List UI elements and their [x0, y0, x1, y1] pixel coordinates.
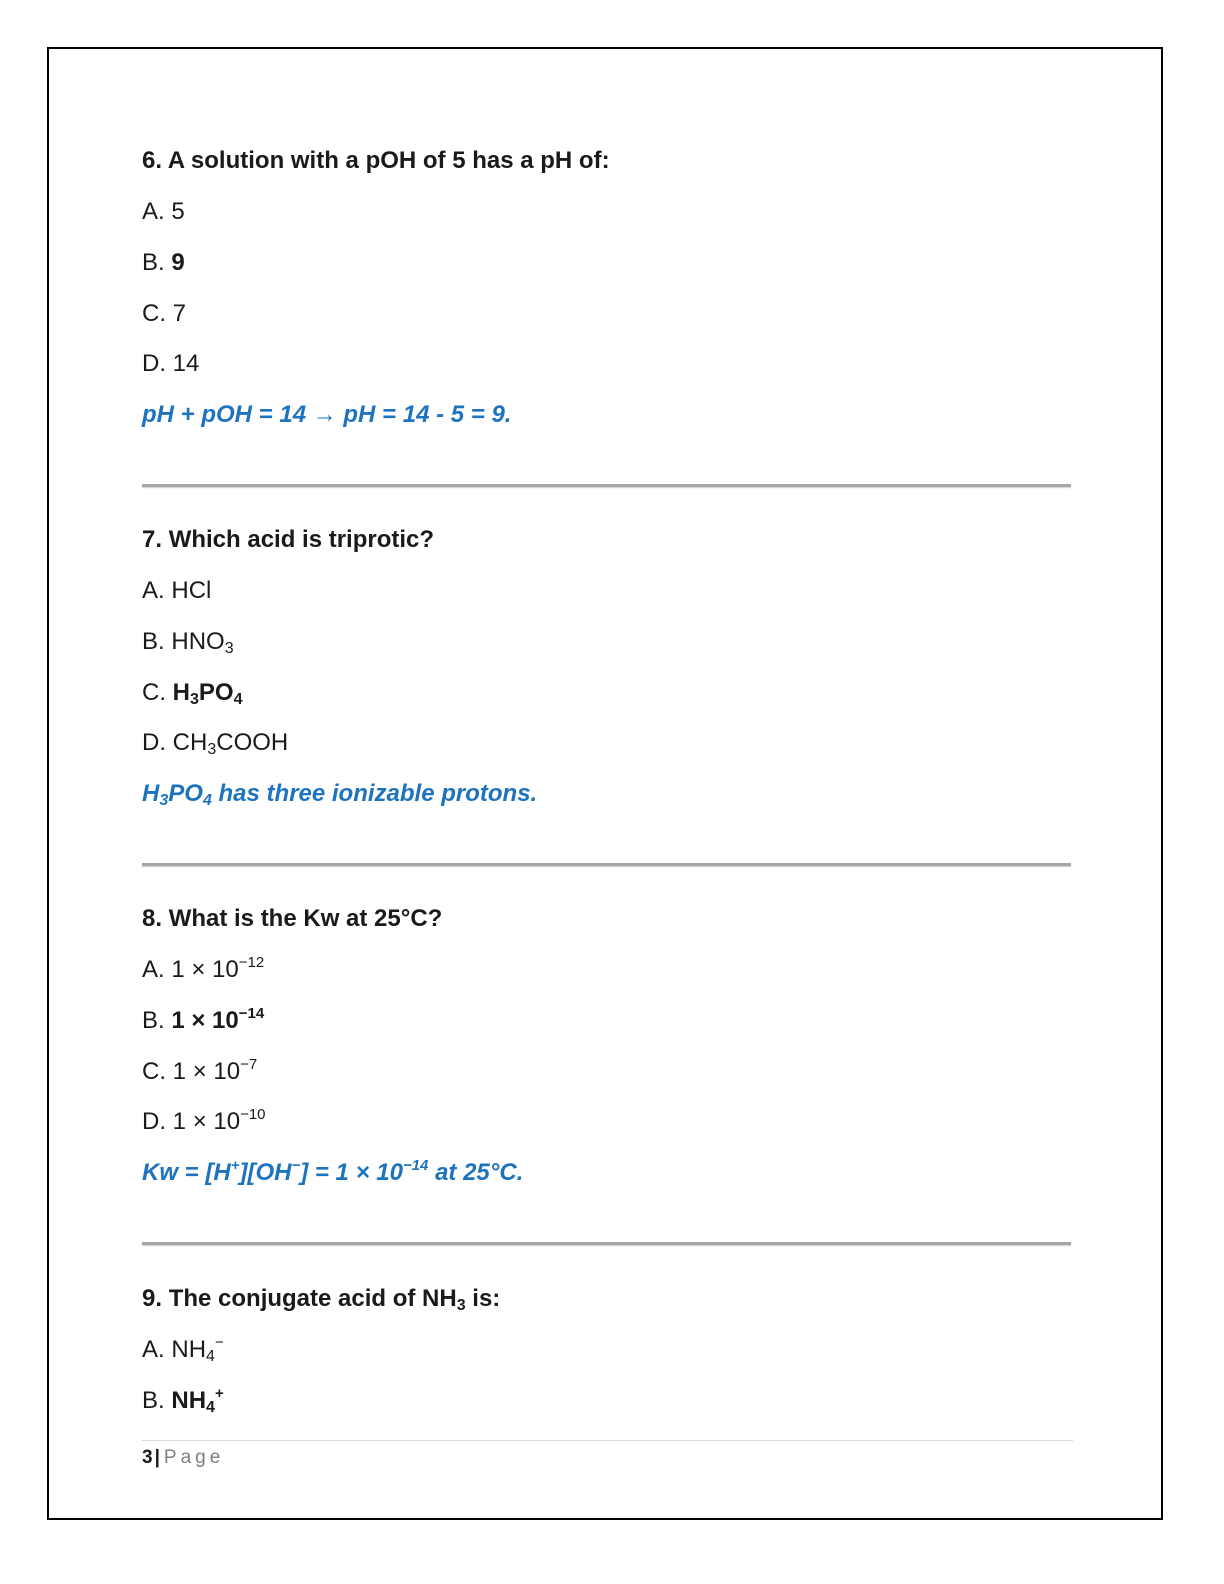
- question-6-title: 6. A solution with a pOH of 5 has a pH of:: [142, 147, 610, 174]
- question-8-option-c: C. $1 \times 10^{-7}$: [142, 1056, 258, 1085]
- question-6-option-d: D. 14: [142, 350, 200, 377]
- divider: [142, 1242, 1071, 1245]
- page-footer: [142, 1446, 224, 1470]
- question-9-title: 9. The conjugate acid of $NH_3$ is:: [142, 1285, 501, 1314]
- question-8-option-d: D. $1 \times 10^{-10}$: [142, 1106, 266, 1135]
- question-7-option-b: B. $HNO_3$: [142, 628, 234, 657]
- question-6-explanation: pH + pOH = 14 → pH = 14 - 5 = 9.: [142, 401, 512, 428]
- question-8-option-b: B. $1 \times 10^{-14}$: [142, 1005, 265, 1034]
- question-6-option-c: C. 7: [142, 300, 187, 327]
- question-7-option-a: A. HCl: [142, 577, 212, 604]
- question-8-option-a: A. $1 \times 10^{-12}$: [142, 954, 265, 983]
- footer-separator: |: [154, 1447, 160, 1468]
- footer-divider: [142, 1440, 1073, 1441]
- question-9-option-b: B. $NH_4^+$: [142, 1385, 224, 1416]
- page-number: 3: [142, 1447, 153, 1468]
- page-label: Page: [163, 1447, 225, 1468]
- question-9-option-a: A. $NH_4^-$: [142, 1334, 224, 1365]
- question-8-explanation: $Kw = [H^+][OH^-] = 1 \times 10^{-14}$ at 25°C.: [142, 1157, 524, 1186]
- question-7-explanation: $H_3PO_4$ has three ionizable protons.: [142, 780, 538, 809]
- question-7-option-c: C. $H_3PO_4$: [142, 679, 243, 708]
- divider: [142, 863, 1071, 866]
- divider: [142, 484, 1071, 487]
- question-6-option-b: B. 9: [142, 249, 185, 276]
- question-8-title: 8. What is the Kw at 25°C?: [142, 905, 443, 932]
- question-7-option-d: D. $CH_3COOH$: [142, 729, 289, 758]
- question-7-title: 7. Which acid is triprotic?: [142, 526, 435, 553]
- question-6-option-a: A. 5: [142, 198, 185, 225]
